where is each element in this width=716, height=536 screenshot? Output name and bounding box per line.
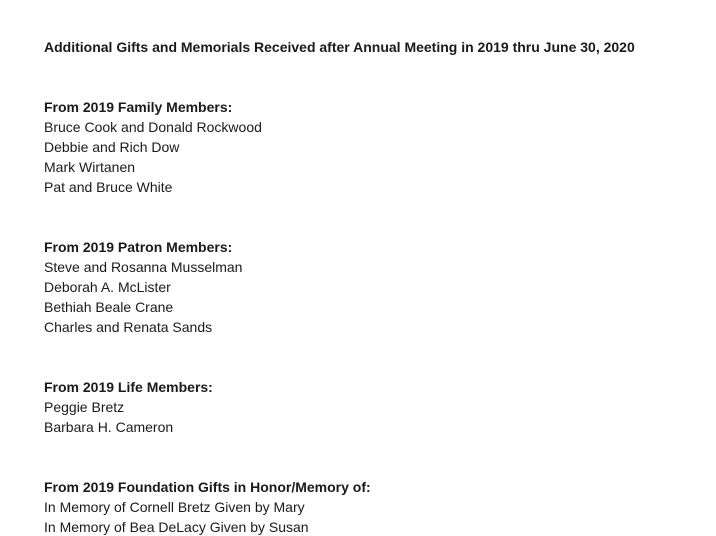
donor-item: Charles and Renata Sands — [44, 319, 213, 335]
donor-item: Bethiah Beale Crane — [44, 299, 174, 315]
donor-item: Peggie Bretz — [44, 399, 125, 415]
patron-members-section — [44, 237, 684, 337]
page-title: Additional Gifts and Memorials Received after Annual Meeting in 2019 thru June 30, 2020 — [44, 39, 635, 55]
donor-item: Barbara H. Cameron — [44, 419, 174, 435]
donor-list — [44, 117, 684, 197]
donor-item: Debbie and Rich Dow — [44, 139, 180, 155]
section-heading: From 2019 Foundation Gifts in Honor/Memory of: — [44, 479, 371, 495]
gift-item: In Memory of Bea DeLacy Given by Susan — [44, 519, 309, 535]
gift-item: In Memory of Cornell Bretz Given by Mary — [44, 499, 305, 515]
section-heading: From 2019 Family Members: — [44, 99, 233, 115]
donor-item: Mark Wirtanen — [44, 159, 136, 175]
donor-item: Steve and Rosanna Musselman — [44, 259, 243, 275]
life-members-section — [44, 377, 684, 437]
donor-item: Deborah A. McLister — [44, 279, 171, 295]
family-members-section — [44, 97, 684, 197]
section-heading: From 2019 Patron Members: — [44, 239, 233, 255]
donor-list — [44, 257, 684, 337]
donor-item: Pat and Bruce White — [44, 179, 173, 195]
donor-item: Bruce Cook and Donald Rockwood — [44, 119, 262, 135]
gift-list — [44, 497, 684, 536]
section-heading: From 2019 Life Members: — [44, 379, 213, 395]
donor-list — [44, 397, 684, 437]
foundation-gifts-section — [44, 477, 684, 536]
